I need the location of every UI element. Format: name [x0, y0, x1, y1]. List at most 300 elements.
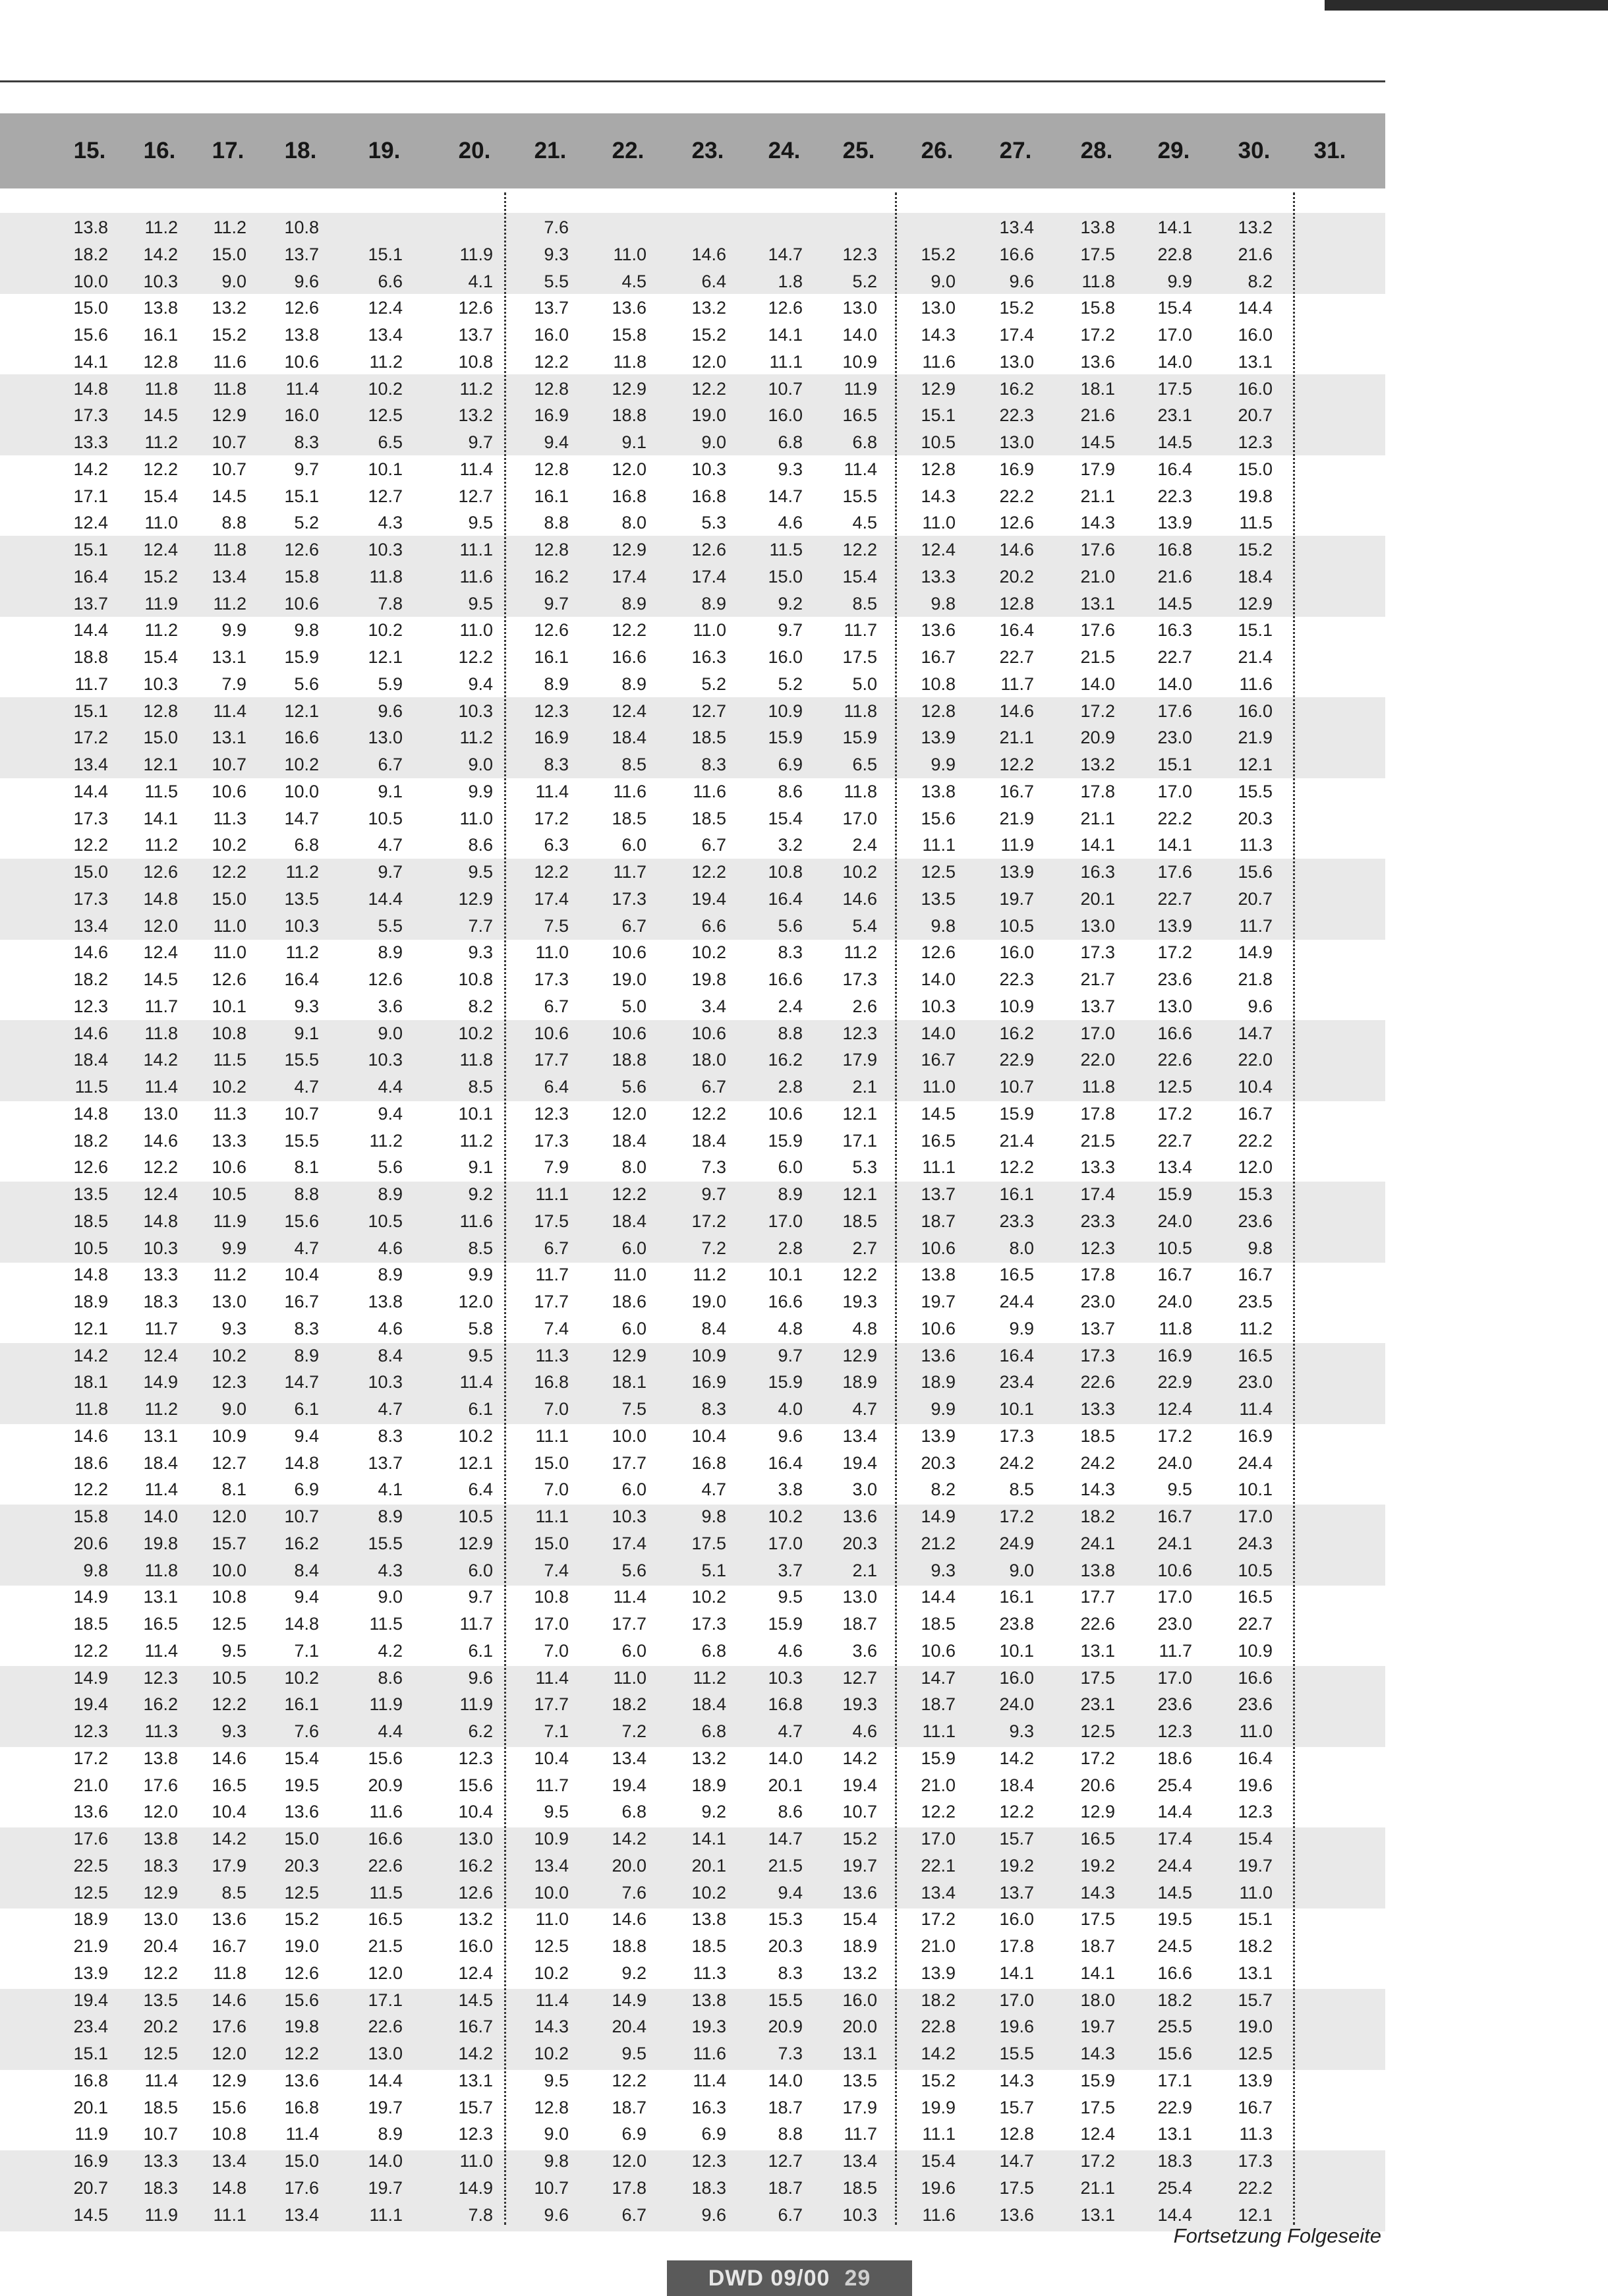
- table-cell: 17.7: [612, 1614, 646, 1634]
- table-cell: 15.1: [73, 701, 108, 721]
- table-cell: 2.7: [852, 1238, 877, 1258]
- column-separator: [504, 192, 506, 2225]
- table-cell: 18.2: [612, 1694, 646, 1715]
- table-cell: 11.8: [213, 540, 246, 560]
- table-cell: 16.7: [212, 1936, 246, 1956]
- table-cell: 14.6: [73, 942, 108, 963]
- table-cell: 18.4: [143, 1452, 178, 1473]
- table-cell: 11.2: [144, 620, 178, 641]
- table-cell: 11.1: [922, 1157, 956, 1178]
- table-cell: 8.8: [778, 1023, 803, 1043]
- table-cell: 6.8: [621, 1802, 646, 1822]
- table-cell: 18.4: [73, 1050, 108, 1070]
- table-cell: 12.3: [842, 244, 877, 264]
- table-cell: 12.8: [921, 701, 956, 721]
- table-cell: 15.9: [768, 1614, 803, 1634]
- table-cell: 22.9: [999, 1050, 1034, 1070]
- table-cell: 14.5: [143, 405, 178, 426]
- table-cell: 11.8: [144, 1023, 178, 1043]
- table-cell: 13.6: [1080, 351, 1115, 372]
- table-cell: 14.3: [1080, 2044, 1115, 2063]
- table-cell: 14.5: [73, 2204, 108, 2225]
- table-cell: 9.2: [778, 593, 803, 614]
- table-cell: 8.3: [294, 432, 319, 452]
- table-cell: 18.9: [73, 1909, 108, 1930]
- table-cell: 6.5: [378, 432, 403, 452]
- table-cell: 8.4: [378, 1345, 403, 1365]
- day-header: 16.: [143, 138, 176, 163]
- table-cell: 12.2: [999, 755, 1034, 774]
- table-cell: 10.3: [143, 1238, 178, 1258]
- table-cell: 6.6: [701, 915, 726, 936]
- table-cell: 14.9: [73, 1587, 108, 1607]
- table-cell: 11.8: [369, 566, 403, 587]
- table-cell: 9.3: [778, 459, 803, 479]
- table-cell: 6.2: [468, 1721, 493, 1741]
- table-cell: 19.5: [284, 1775, 319, 1795]
- table-cell: 15.9: [999, 1103, 1034, 1124]
- table-cell: 17.1: [368, 1990, 403, 2010]
- table-cell: 12.2: [534, 351, 569, 372]
- table-cell: 14.2: [143, 244, 178, 264]
- table-cell: 10.2: [212, 1345, 246, 1365]
- table-cell: 11.2: [285, 942, 319, 963]
- table-cell: 16.5: [921, 1130, 956, 1151]
- table-cell: 16.8: [284, 2097, 319, 2117]
- table-cell: 10.8: [212, 1023, 246, 1043]
- table-cell: 14.1: [1157, 835, 1192, 855]
- table-cell: 10.7: [212, 755, 246, 774]
- table-cell: 13.6: [284, 1802, 319, 1822]
- table-cell: 11.3: [144, 1721, 178, 1741]
- table-cell: 13.4: [73, 915, 108, 936]
- table-cell: 9.4: [294, 1587, 319, 1607]
- table-cell: 13.5: [143, 1990, 178, 2010]
- table-cell: 12.5: [1080, 1721, 1115, 1741]
- table-cell: 12.1: [284, 701, 319, 721]
- table-cell: 13.0: [368, 728, 403, 748]
- table-cell: 11.4: [144, 1077, 178, 1097]
- table-cell: 9.0: [931, 271, 956, 291]
- table-cell: 8.1: [294, 1157, 319, 1178]
- table-cell: 22.6: [368, 1855, 403, 1876]
- table-cell: 18.5: [691, 728, 726, 748]
- table-cell: 13.5: [73, 1184, 108, 1204]
- table-cell: 9.1: [294, 1023, 319, 1043]
- table-cell: 15.0: [1238, 459, 1273, 479]
- table-cell: 19.4: [842, 1775, 877, 1795]
- table-cell: 18.2: [921, 1990, 956, 2010]
- table-cell: 16.5: [143, 1614, 178, 1634]
- table-cell: 18.2: [1238, 1936, 1273, 1956]
- table-cell: 17.9: [842, 2097, 877, 2117]
- table-cell: 17.5: [842, 647, 877, 667]
- table-cell: 16.5: [842, 405, 877, 426]
- table-cell: 11.8: [1081, 1077, 1115, 1097]
- table-cell: 8.8: [778, 2124, 803, 2144]
- table-cell: 11.6: [922, 351, 956, 372]
- table-cell: 18.5: [143, 2097, 178, 2117]
- table-cell: 24.4: [1238, 1452, 1273, 1473]
- table-cell: 14.0: [1157, 351, 1192, 372]
- table-cell: 22.0: [1238, 1050, 1273, 1070]
- table-cell: 12.4: [143, 540, 178, 560]
- table-cell: 24.1: [1080, 1533, 1115, 1553]
- table-cell: 10.8: [284, 217, 319, 237]
- table-cell: 10.2: [842, 862, 877, 882]
- table-cell: 16.8: [691, 486, 726, 506]
- table-cell: 17.2: [73, 1748, 108, 1768]
- table-cell: 8.9: [778, 1184, 803, 1204]
- table-cell: 11.0: [459, 2151, 493, 2171]
- table-cell: 13.8: [143, 1829, 178, 1849]
- table-cell: 10.5: [458, 1507, 493, 1526]
- table-cell: 10.5: [368, 808, 403, 828]
- table-cell: 13.9: [73, 1963, 108, 1983]
- day-header: 19.: [368, 138, 401, 163]
- table-cell: 11.4: [613, 1587, 646, 1607]
- table-cell: 15.6: [73, 325, 108, 345]
- table-cell: 14.0: [1157, 674, 1192, 694]
- table-cell: 15.9: [284, 647, 319, 667]
- table-cell: 12.5: [212, 1614, 246, 1634]
- table-cell: 24.9: [999, 1533, 1034, 1553]
- table-cell: 6.4: [468, 1479, 493, 1500]
- table-cell: 14.7: [768, 1829, 803, 1849]
- table-cell: 13.1: [1080, 2204, 1115, 2225]
- table-cell: 19.8: [1238, 486, 1273, 506]
- table-cell: 10.7: [284, 1507, 319, 1526]
- table-cell: 22.2: [1238, 2177, 1273, 2198]
- table-cell: 13.8: [143, 298, 178, 318]
- table-cell: 18.3: [1157, 2151, 1192, 2171]
- table-cell: 17.7: [612, 1452, 646, 1473]
- table-cell: 13.1: [458, 2070, 493, 2090]
- table-cell: 12.2: [842, 1265, 877, 1285]
- table-cell: 10.9: [212, 1425, 246, 1446]
- table-cell: 11.6: [459, 1211, 493, 1231]
- table-cell: 13.8: [143, 1748, 178, 1768]
- table-cell: 14.2: [999, 1748, 1034, 1768]
- table-cell: 10.8: [458, 969, 493, 989]
- table-cell: 17.3: [999, 1425, 1034, 1446]
- table-cell: 9.4: [544, 432, 569, 452]
- table-cell: 9.5: [1167, 1479, 1192, 1500]
- table-cell: 8.4: [701, 1318, 726, 1338]
- table-cell: 13.7: [284, 244, 319, 264]
- table-cell: 10.5: [368, 1211, 403, 1231]
- table-cell: 15.0: [73, 862, 108, 882]
- table-cell: 12.1: [143, 755, 178, 774]
- table-cell: 10.2: [534, 1963, 569, 1983]
- table-cell: 10.9: [1238, 1640, 1273, 1661]
- table-cell: 12.1: [842, 1103, 877, 1124]
- table-cell: 10.8: [458, 351, 493, 372]
- table-cell: 6.7: [778, 2204, 803, 2225]
- table-cell: 16.7: [1157, 1265, 1192, 1285]
- table-cell: 16.0: [458, 1936, 493, 1956]
- table-cell: 14.0: [1080, 674, 1115, 694]
- table-cell: 5.2: [778, 674, 803, 694]
- table-cell: 16.2: [768, 1050, 803, 1070]
- table-cell: 12.4: [612, 701, 646, 721]
- table-cell: 21.6: [1157, 566, 1192, 587]
- table-cell: 18.3: [691, 2177, 726, 2198]
- table-cell: 16.3: [1080, 862, 1115, 882]
- table-cell: 17.0: [921, 1829, 956, 1849]
- table-cell: 11.1: [213, 2204, 246, 2225]
- table-cell: 6.0: [621, 1640, 646, 1661]
- table-cell: 12.4: [73, 513, 108, 533]
- table-cell: 14.5: [1157, 432, 1192, 452]
- table-cell: 18.5: [691, 808, 726, 828]
- table-cell: 20.4: [143, 1936, 178, 1956]
- table-cell: 7.9: [221, 674, 246, 694]
- table-cell: 3.4: [701, 996, 726, 1016]
- table-cell: 20.7: [73, 2177, 108, 2198]
- table-cell: 9.3: [221, 1721, 246, 1741]
- table-cell: 7.5: [544, 915, 569, 936]
- table-cell: 7.5: [621, 1399, 646, 1419]
- table-cell: 13.3: [1080, 1399, 1115, 1419]
- table-cell: 15.2: [921, 2070, 956, 2090]
- table-cell: 8.9: [621, 593, 646, 614]
- table-cell: 20.2: [143, 2017, 178, 2037]
- table-cell: 8.9: [378, 1507, 403, 1526]
- table-cell: 11.7: [1159, 1640, 1192, 1661]
- table-cell: 14.6: [999, 701, 1034, 721]
- day-header: 25.: [842, 138, 875, 163]
- table-cell: 6.7: [701, 1077, 726, 1097]
- table-cell: 11.1: [459, 540, 493, 560]
- table-cell: 11.8: [1081, 271, 1115, 291]
- table-cell: 12.0: [1238, 1157, 1273, 1178]
- table-cell: 10.4: [691, 1425, 726, 1446]
- table-cell: 14.1: [999, 1963, 1034, 1983]
- table-cell: 6.0: [621, 1479, 646, 1500]
- table-cell: 6.1: [294, 1399, 319, 1419]
- table-cell: 8.2: [931, 1479, 956, 1500]
- table-cell: 9.8: [294, 620, 319, 641]
- table-cell: 16.2: [284, 1533, 319, 1553]
- table-cell: 11.7: [1000, 674, 1034, 694]
- table-cell: 8.6: [778, 1802, 803, 1822]
- table-cell: 22.2: [1157, 808, 1192, 828]
- table-cell: 12.3: [534, 1103, 569, 1124]
- table-cell: 20.6: [73, 1533, 108, 1553]
- table-cell: 13.4: [1157, 1157, 1192, 1178]
- table-cell: 9.3: [1009, 1721, 1034, 1741]
- table-cell: 17.0: [768, 1211, 803, 1231]
- table-cell: 11.2: [693, 1667, 726, 1688]
- table-cell: 12.0: [458, 1292, 493, 1311]
- table-cell: 16.5: [1238, 1587, 1273, 1607]
- table-cell: 11.4: [459, 459, 493, 479]
- table-cell: 9.2: [468, 1184, 493, 1204]
- table-cell: 9.7: [468, 1587, 493, 1607]
- table-cell: 22.7: [1157, 1130, 1192, 1151]
- table-cell: 16.0: [1238, 325, 1273, 345]
- table-cell: 10.2: [534, 2044, 569, 2063]
- table-cell: 15.4: [842, 566, 877, 587]
- table-cell: 17.5: [1080, 1667, 1115, 1688]
- table-cell: 12.8: [534, 540, 569, 560]
- table-cell: 16.3: [1157, 620, 1192, 641]
- table-cell: 15.7: [1238, 1990, 1273, 2010]
- table-cell: 9.5: [778, 1587, 803, 1607]
- table-cell: 19.4: [691, 888, 726, 909]
- table-cell: 12.0: [212, 2044, 246, 2063]
- page-badge: [667, 2260, 912, 2296]
- table-cell: 4.8: [778, 1318, 803, 1338]
- table-cell: 12.1: [842, 1184, 877, 1204]
- table-cell: 13.4: [842, 1425, 877, 1446]
- table-cell: 14.6: [212, 1990, 246, 2010]
- table-cell: 17.2: [1157, 1425, 1192, 1446]
- table-cell: 16.3: [691, 2097, 726, 2117]
- table-cell: 19.6: [999, 2017, 1034, 2037]
- table-cell: 11.0: [693, 620, 726, 641]
- table-cell: 17.6: [1157, 862, 1192, 882]
- table-cell: 23.6: [1238, 1211, 1273, 1231]
- table-cell: 20.2: [999, 566, 1034, 587]
- table-cell: 12.9: [212, 405, 246, 426]
- table-cell: 9.9: [468, 781, 493, 801]
- table-cell: 11.4: [144, 2070, 178, 2090]
- table-cell: 10.0: [284, 781, 319, 801]
- table-cell: 23.1: [1157, 405, 1192, 426]
- table-cell: 14.1: [1080, 835, 1115, 855]
- table-cell: 12.2: [212, 862, 246, 882]
- table-cell: 20.3: [921, 1452, 956, 1473]
- table-cell: 18.5: [612, 808, 646, 828]
- table-cell: 11.4: [459, 1372, 493, 1392]
- table-cell: 23.3: [1080, 1211, 1115, 1231]
- table-cell: 17.2: [1157, 942, 1192, 963]
- table-cell: 13.4: [368, 325, 403, 345]
- table-cell: 6.0: [621, 1318, 646, 1338]
- table-cell: 12.8: [534, 2097, 569, 2117]
- table-cell: 14.2: [921, 2044, 956, 2063]
- table-cell: 12.3: [691, 2151, 726, 2171]
- table-cell: 13.2: [691, 1748, 726, 1768]
- table-cell: 8.5: [468, 1077, 493, 1097]
- table-cell: 21.6: [1080, 405, 1115, 426]
- table-cell: 15.5: [999, 2044, 1034, 2063]
- table-cell: 13.4: [73, 755, 108, 774]
- table-cell: 13.0: [1157, 996, 1192, 1016]
- table-cell: 11.2: [844, 942, 877, 963]
- table-cell: 18.0: [691, 1050, 726, 1070]
- table-cell: 11.9: [459, 1694, 493, 1715]
- table-cell: 11.0: [535, 1909, 569, 1930]
- table-cell: 12.6: [284, 1963, 319, 1983]
- table-cell: 15.2: [284, 1909, 319, 1930]
- table-cell: 10.2: [284, 1667, 319, 1688]
- table-cell: 18.5: [73, 1211, 108, 1231]
- table-cell: 10.1: [368, 459, 403, 479]
- table-cell: 24.0: [1157, 1211, 1192, 1231]
- table-cell: 14.1: [768, 325, 803, 345]
- table-cell: 8.0: [1009, 1238, 1034, 1258]
- table-cell: 11.5: [144, 781, 178, 801]
- day-header: 28.: [1080, 138, 1113, 163]
- table-cell: 11.2: [459, 378, 493, 399]
- table-cell: 12.5: [1238, 2044, 1273, 2063]
- table-cell: 12.4: [921, 540, 956, 560]
- table-cell: 14.1: [73, 351, 108, 372]
- table-cell: 6.1: [468, 1399, 493, 1419]
- table-cell: 10.7: [143, 2124, 178, 2144]
- table-cell: 22.3: [999, 405, 1034, 426]
- table-cell: 13.6: [73, 1802, 108, 1822]
- table-cell: 9.3: [294, 996, 319, 1016]
- table-cell: 14.0: [842, 325, 877, 345]
- table-cell: 19.3: [842, 1292, 877, 1311]
- table-cell: 10.7: [212, 459, 246, 479]
- table-cell: 8.8: [221, 513, 246, 533]
- table-cell: 14.5: [458, 1990, 493, 2010]
- table-cell: 14.5: [143, 969, 178, 989]
- table-cell: 7.6: [621, 1882, 646, 1903]
- table-cell: 4.6: [852, 1721, 877, 1741]
- table-cell: 16.1: [999, 1587, 1034, 1607]
- table-cell: 6.7: [621, 915, 646, 936]
- table-cell: 17.5: [1157, 378, 1192, 399]
- table-cell: 12.1: [73, 1318, 108, 1338]
- table-cell: 12.2: [999, 1802, 1034, 1822]
- table-cell: 5.2: [701, 674, 726, 694]
- table-cell: 8.5: [1009, 1479, 1034, 1500]
- table-cell: 13.6: [284, 2070, 319, 2090]
- table-cell: 13.0: [143, 1909, 178, 1930]
- table-cell: 15.0: [284, 2151, 319, 2171]
- table-cell: 14.0: [368, 2151, 403, 2171]
- table-cell: 16.9: [691, 1372, 726, 1392]
- table-cell: 12.3: [1238, 1802, 1273, 1822]
- table-cell: 11.2: [213, 593, 246, 614]
- table-cell: 8.0: [621, 513, 646, 533]
- table-cell: 13.4: [284, 2204, 319, 2225]
- table-cell: 14.0: [921, 1023, 956, 1043]
- table-cell: 17.1: [73, 486, 108, 506]
- table-cell: 12.7: [368, 486, 403, 506]
- table-cell: 8.1: [221, 1479, 246, 1500]
- table-cell: 18.9: [691, 1775, 726, 1795]
- table-cell: 10.3: [768, 1667, 803, 1688]
- table-cell: 9.4: [294, 1425, 319, 1446]
- table-cell: 4.7: [294, 1238, 319, 1258]
- table-cell: 15.5: [284, 1050, 319, 1070]
- table-cell: 12.2: [143, 459, 178, 479]
- table-cell: 15.0: [143, 728, 178, 748]
- table-cell: 14.3: [1080, 1479, 1115, 1500]
- table-cell: 19.3: [842, 1694, 877, 1715]
- table-cell: 14.0: [143, 1507, 178, 1526]
- table-cell: 11.8: [74, 1399, 108, 1419]
- table-cell: 18.5: [691, 1936, 726, 1956]
- table-cell: 15.8: [284, 566, 319, 587]
- table-cell: 17.9: [212, 1855, 246, 1876]
- table-cell: 13.0: [143, 1103, 178, 1124]
- table-cell: 6.1: [468, 1640, 493, 1661]
- table-cell: 13.2: [458, 1909, 493, 1930]
- table-cell: 15.0: [212, 244, 246, 264]
- table-cell: 19.8: [143, 1533, 178, 1553]
- table-cell: 13.8: [691, 1990, 726, 2010]
- table-cell: 8.6: [468, 835, 493, 855]
- table-cell: 9.6: [544, 2204, 569, 2225]
